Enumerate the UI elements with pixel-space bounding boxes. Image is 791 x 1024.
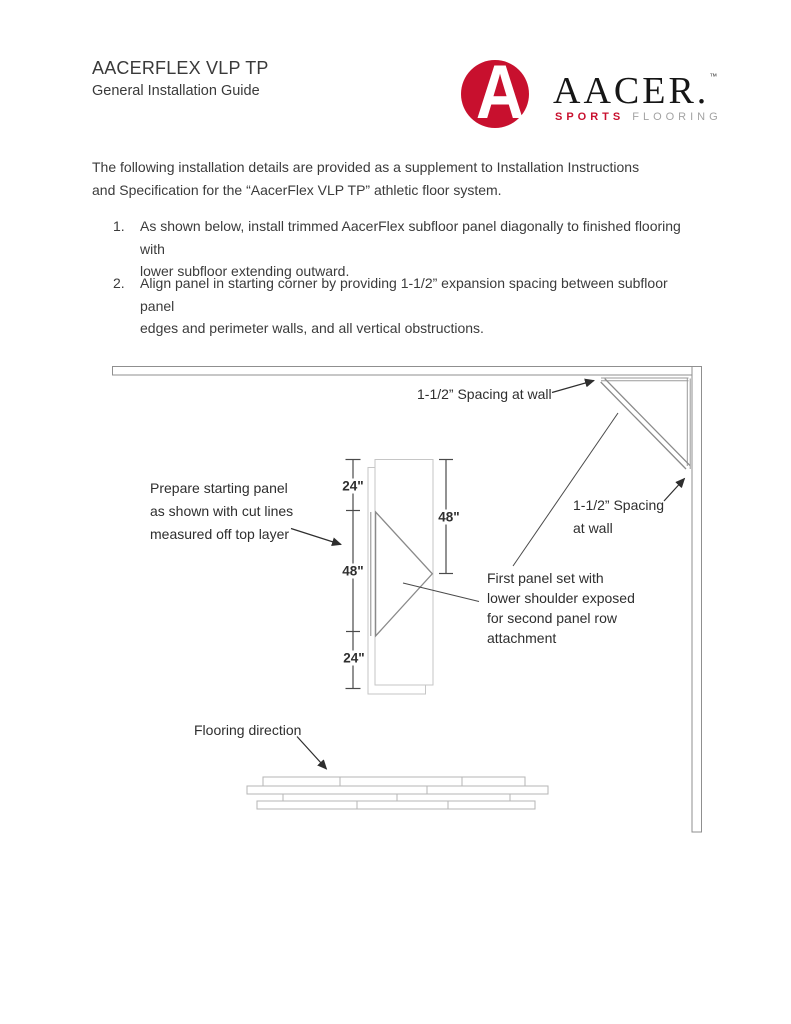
label-spacing-at-wall-top: 1-1/2” Spacing at wall	[417, 386, 552, 402]
arrow-spacing-top	[552, 381, 594, 393]
starting-panel	[368, 460, 433, 695]
flooring-planks	[247, 777, 548, 809]
right-wall	[692, 367, 702, 833]
step-2-line-2: edges and perimeter walls, and all vertical obstructions.	[140, 320, 484, 336]
trademark-symbol: ™	[709, 72, 718, 81]
label-spacing-right-line-2: at wall	[573, 520, 613, 536]
page-title: AACERFLEX VLP TP	[92, 58, 269, 78]
step-1-line-1: As shown below, install trimmed AacerFlex subfloor panel diagonally to finished flooring with	[140, 218, 681, 257]
label-first-panel-line-1: First panel set with	[487, 570, 604, 586]
label-first-panel-set	[487, 568, 635, 648]
tagline-sports: SPORTS	[555, 111, 625, 123]
logo-a-letter: A	[475, 50, 525, 135]
dimension-24-top: 24"	[339, 479, 366, 494]
label-first-panel-line-2: lower shoulder exposed	[487, 590, 635, 606]
leader-first-panel-to-corner	[513, 413, 618, 566]
page-subtitle: General Installation Guide	[92, 83, 260, 99]
dimension-24-bottom: 24"	[340, 651, 367, 666]
label-first-panel-line-4: attachment	[487, 630, 557, 646]
label-prepare-line-1: Prepare starting panel	[150, 480, 288, 496]
step-1-number: 1.	[113, 218, 125, 234]
label-spacing-at-wall-right	[573, 494, 664, 540]
label-prepare-line-3: measured off top layer	[150, 526, 290, 542]
label-prepare-starting-panel	[150, 477, 293, 546]
corner-panel	[601, 378, 691, 469]
step-1-line-2: lower subfloor extending outward.	[140, 263, 350, 279]
arrow-spacing-right	[664, 479, 685, 502]
step-2-line-1: Align panel in starting corner by providing 1-1/2” expansion spacing between subfloor panel	[140, 275, 668, 314]
arrow-prepare-panel	[291, 529, 341, 545]
top-wall	[113, 367, 702, 376]
arrow-flooring-direction	[297, 737, 327, 770]
dimension-48-right: 48"	[435, 510, 462, 525]
intro-line-1: The following installation details are provided as a supplement to Installation Instructions	[92, 159, 640, 175]
label-spacing-right-line-1: 1-1/2” Spacing	[573, 497, 665, 513]
intro-line-2: and Specification for the “AacerFlex VLP TP” athletic floor system.	[92, 181, 502, 198]
label-flooring-direction: Flooring direction	[194, 722, 302, 738]
dimension-48-middle: 48"	[339, 564, 366, 579]
label-prepare-line-2: as shown with cut lines	[150, 503, 294, 519]
label-first-panel-line-3: for second panel row	[487, 610, 617, 626]
logo-wordmark: AACER.	[553, 70, 710, 112]
tagline-flooring: FLOORING	[632, 111, 722, 123]
step-2-number: 2.	[113, 275, 125, 291]
